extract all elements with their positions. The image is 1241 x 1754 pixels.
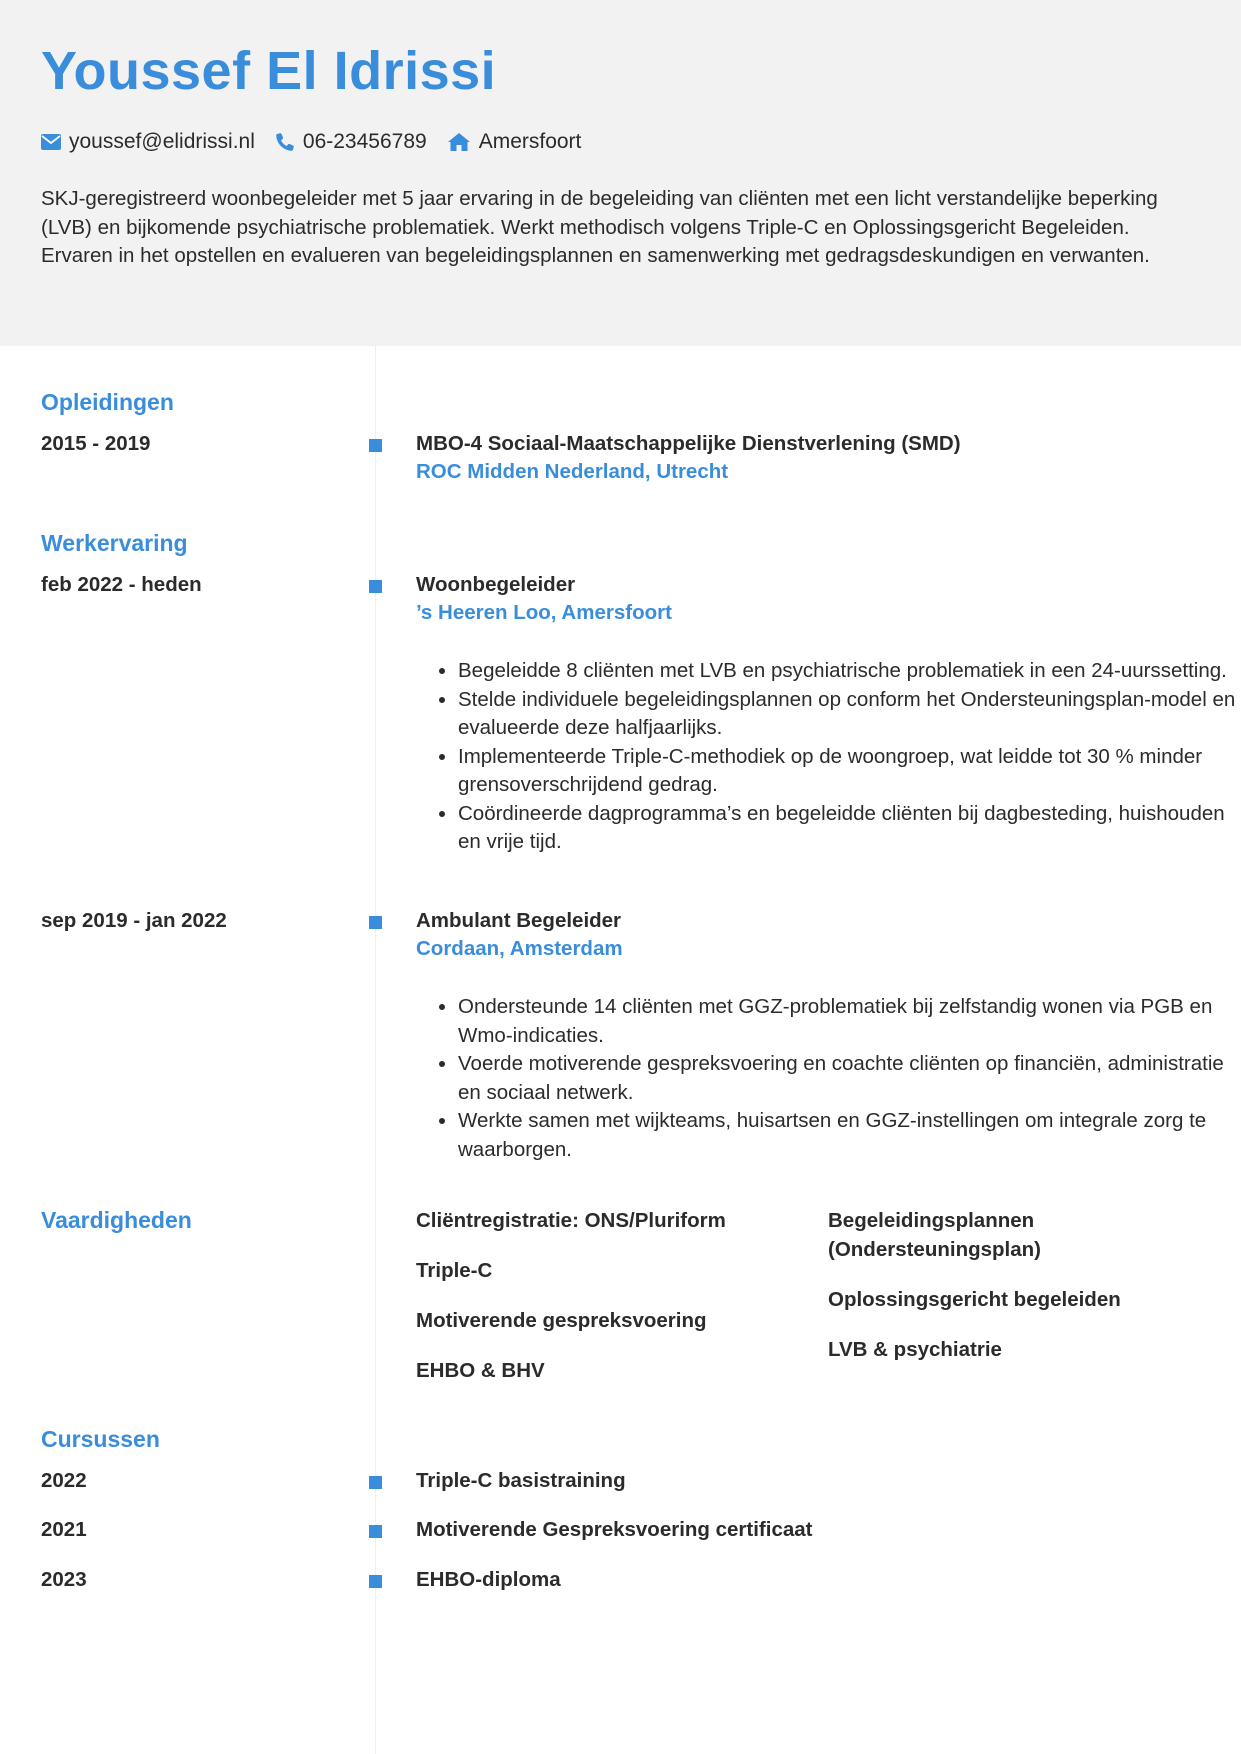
list-item: • Stelde individuele begeleidingsplannen op conform het Ondersteuningsplan-model en evalueerde deze halfjaarlijks. xyxy=(458,686,1241,743)
home-icon xyxy=(447,132,471,152)
candidate-name: Youssef El Idrissi xyxy=(41,41,497,101)
skill-item: LVB & psychiatrie xyxy=(828,1338,1002,1361)
job-title: Woonbegeleider xyxy=(416,573,576,596)
timeline-divider xyxy=(375,346,376,1754)
timeline-marker xyxy=(369,1525,382,1538)
contact-bar xyxy=(41,128,601,156)
course-date: 2021 xyxy=(41,1518,87,1541)
list-item: • Implementeerde Triple-C-methodiek op de woongroep, wat leidde tot 30 % minder grensoverschrijdend gedrag. xyxy=(458,743,1241,800)
envelope-icon xyxy=(41,134,61,150)
list-item: • Ondersteunde 14 cliënten met GGZ-problematiek bij zelfstandig wonen via PGB en Wmo-indicaties. xyxy=(458,993,1241,1050)
phone-icon xyxy=(275,132,295,152)
timeline-marker xyxy=(369,580,382,593)
list-item: • Begeleidde 8 cliënten met LVB en psychiatrische problematiek in een 24-uurssetting. xyxy=(458,657,1241,686)
contact-phone[interactable] xyxy=(275,130,427,154)
education-institution: ROC Midden Nederland, Utrecht xyxy=(416,460,729,483)
section-title-courses: Cursussen xyxy=(41,1426,160,1452)
skills-column-left xyxy=(416,1206,796,1385)
email-text: youssef@elidrissi.nl xyxy=(69,130,255,153)
timeline-marker xyxy=(369,916,382,929)
course-title: Triple-C basistraining xyxy=(416,1469,626,1492)
section-title-experience: Werkervaring xyxy=(41,530,188,556)
education-date: 2015 - 2019 xyxy=(41,432,151,455)
job-bullets xyxy=(416,993,1241,1164)
education-title: MBO-4 Sociaal-Maatschappelijke Dienstverlening (SMD) xyxy=(416,432,961,455)
job-bullets xyxy=(416,657,1241,857)
skills-column-right xyxy=(828,1206,1158,1364)
section-title-education: Opleidingen xyxy=(41,389,174,415)
section-title-skills: Vaardigheden xyxy=(41,1207,192,1233)
job-date: sep 2019 - jan 2022 xyxy=(41,909,227,932)
skill-item: Triple-C xyxy=(416,1259,493,1282)
course-title: Motiverende Gespreksvoering certificaat xyxy=(416,1518,813,1541)
list-item: • Voerde motiverende gespreksvoering en coachte cliënten op financiën, administratie en sociaal netwerk. xyxy=(458,1050,1241,1107)
timeline-marker xyxy=(369,1476,382,1489)
job-title: Ambulant Begeleider xyxy=(416,909,622,932)
timeline-marker xyxy=(369,439,382,452)
job-employer: Cordaan, Amsterdam xyxy=(416,937,623,960)
skill-item: Cliëntregistratie: ONS/Pluriform xyxy=(416,1209,726,1232)
city-text: Amersfoort xyxy=(478,130,582,153)
contact-city xyxy=(447,130,582,154)
course-date: 2022 xyxy=(41,1469,87,1492)
profile-summary: SKJ-geregistreerd woonbegeleider met 5 jaar ervaring in de begeleiding van cliënten met een licht verstandelijke beperking (LVB) en bijkomende psychiatrische problematiek. Werkt methodisch volgens Triple-C en Oplossingsgericht Begeleiden. Ervaren in het opstellen en evalueren van begeleidingsplannen en samenwerking met gedragsdeskundigen en verwanten. xyxy=(41,187,1158,267)
course-date: 2023 xyxy=(41,1568,87,1591)
skill-item: Motiverende gespreksvoering xyxy=(416,1309,707,1332)
list-item: • Coördineerde dagprogramma’s en begeleidde cliënten bij dagbesteding, huishouden en vrije tijd. xyxy=(458,800,1241,857)
contact-email[interactable] xyxy=(41,130,255,154)
course-title: EHBO-diploma xyxy=(416,1568,561,1591)
job-employer: ’s Heeren Loo, Amersfoort xyxy=(416,601,672,624)
phone-text: 06-23456789 xyxy=(302,130,427,153)
job-date: feb 2022 - heden xyxy=(41,573,202,596)
skill-item: EHBO & BHV xyxy=(416,1359,545,1382)
timeline-marker xyxy=(369,1575,382,1588)
list-item: • Werkte samen met wijkteams, huisartsen en GGZ-instellingen om integrale zorg te waarborgen. xyxy=(458,1107,1241,1164)
skill-item: Oplossingsgericht begeleiden xyxy=(828,1288,1121,1311)
header xyxy=(0,0,1241,346)
skill-item: Begeleidingsplannen (Ondersteuningsplan) xyxy=(828,1209,1041,1261)
